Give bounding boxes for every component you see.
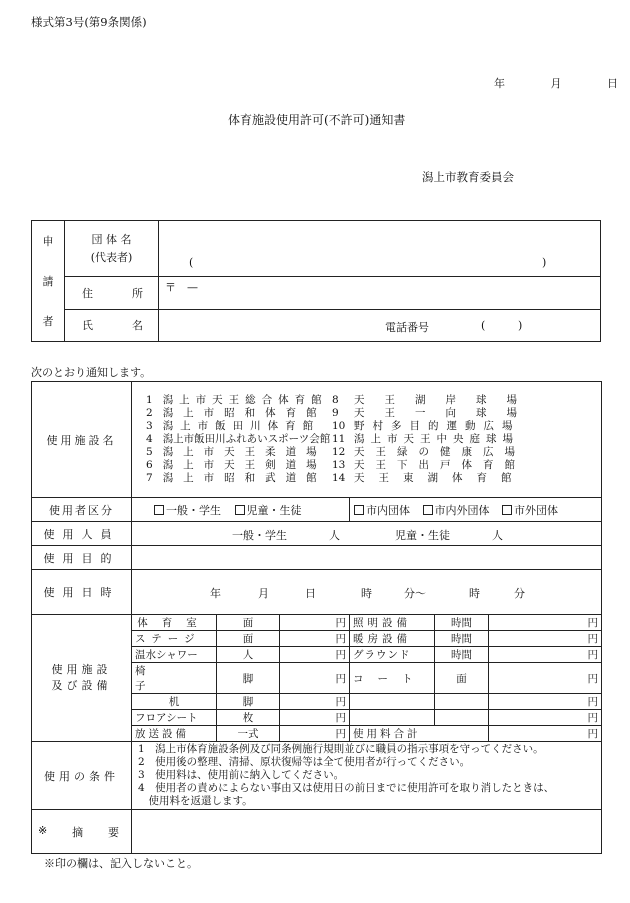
group-name-field[interactable] bbox=[159, 221, 601, 277]
eq-item: 体育室 bbox=[132, 615, 217, 631]
condition-2: 2 使用後の整理、清掃、原状復帰等は全て使用者が行ってください。 bbox=[138, 756, 471, 768]
eq-price-right[interactable]: 円 bbox=[489, 694, 602, 710]
user-category-right bbox=[350, 498, 602, 522]
checkbox-in-out-city[interactable]: 市内外団体 bbox=[423, 504, 490, 517]
condition-3: 3 使用料は、使用前に納入してください。 bbox=[138, 769, 345, 781]
remarks-mark: ※ bbox=[38, 823, 48, 837]
checkbox-general[interactable]: 一般・学生 bbox=[154, 504, 221, 517]
facility-11[interactable]: 潟上市天王中央庭球場 bbox=[354, 433, 519, 445]
eq-item-right: コート bbox=[350, 663, 435, 694]
eq-unit-right bbox=[435, 710, 489, 726]
purpose-label: 使用目的 bbox=[32, 546, 132, 570]
eq-price[interactable]: 円 bbox=[280, 615, 350, 631]
persons-label: 使用人員 bbox=[32, 522, 132, 546]
condition-4: 4 使用者の責めによらない事由又は使用日の前日までに使用許可を取り消したときは、 bbox=[138, 782, 555, 794]
phone-paren-close: ) bbox=[518, 318, 523, 332]
eq-item: 放送設備 bbox=[132, 726, 217, 742]
name-label-char-2: 名 bbox=[132, 319, 143, 333]
form-number: 様式第3号(第9条関係) bbox=[31, 15, 147, 29]
eq-unit: 脚 bbox=[217, 663, 280, 694]
facility-14[interactable]: 天王東湖体育館 bbox=[354, 472, 526, 484]
applicant-table bbox=[31, 220, 601, 342]
eq-price-right[interactable]: 円 bbox=[489, 710, 602, 726]
persons-general-unit: 人 bbox=[329, 529, 340, 542]
name-label-char-1: 氏 bbox=[82, 319, 93, 333]
facility-5[interactable]: 潟上市天王柔道場 bbox=[162, 446, 327, 458]
eq-item-right bbox=[350, 694, 435, 710]
checkbox-child[interactable]: 児童・生徒 bbox=[235, 504, 302, 517]
eq-price[interactable]: 円 bbox=[280, 726, 350, 742]
eq-price[interactable]: 円 bbox=[280, 647, 350, 663]
facility-12[interactable]: 天王緑の健康広場 bbox=[354, 446, 526, 458]
facility-9[interactable]: 天王一向球場 bbox=[354, 407, 537, 419]
facility-13[interactable]: 天王下出戸体育館 bbox=[354, 459, 526, 471]
address-label-char-1: 住 bbox=[82, 287, 93, 301]
group-name-label-1: 団 体 名 bbox=[91, 232, 132, 246]
facility-list: 1 潟上市天王総合体育館 8 天王湖岸球場 2 潟上市昭和体育館 9 天王一向球場 3 潟上市飯田川体育館 10 野村多目的運動広場 4 潟上市飯田川ふれあいスポーツ会館 11 潟上市天王中央庭球場 5 潟上市天王柔道場 12 天王緑の健康広場 6 潟上市天王剣道場 13 天王下出戸体育館 7 潟上市昭和武道館 14 天王東湖体育館 bbox=[132, 382, 602, 498]
eq-unit-right: 時間 bbox=[435, 631, 489, 647]
eq-price[interactable]: 円 bbox=[280, 631, 350, 647]
eq-unit: 面 bbox=[217, 615, 280, 631]
facility-10[interactable]: 野村多目的運動広場 bbox=[354, 420, 521, 432]
remarks-char-1: 摘 bbox=[72, 825, 84, 839]
purpose-field[interactable] bbox=[132, 546, 602, 570]
eq-total[interactable]: 円 bbox=[489, 726, 602, 742]
group-name-label-2: (代表者) bbox=[90, 250, 133, 264]
persons-child-unit: 人 bbox=[492, 529, 503, 542]
datetime-label: 使用日時 bbox=[32, 570, 132, 615]
eq-item: 温水シャワー bbox=[132, 647, 217, 663]
name-label bbox=[65, 309, 159, 341]
facility-1[interactable]: 潟上市天王総合体育館 bbox=[162, 394, 328, 406]
footnote: ※印の欄は、記入しないこと。 bbox=[44, 857, 198, 870]
remarks-field[interactable] bbox=[132, 810, 602, 854]
eq-item: ステージ bbox=[132, 631, 217, 647]
eq-total-label: 使用料合計 bbox=[350, 726, 489, 742]
facility-2[interactable]: 潟上市昭和体育館 bbox=[162, 407, 327, 419]
phone-paren-open: ( bbox=[481, 318, 486, 332]
eq-price[interactable]: 円 bbox=[280, 694, 350, 710]
remarks-char-2: 要 bbox=[108, 825, 119, 839]
eq-unit: 一式 bbox=[217, 726, 280, 742]
paren-close: ) bbox=[542, 256, 547, 269]
eq-unit-right: 面 bbox=[435, 663, 489, 694]
remarks-label bbox=[32, 810, 132, 854]
name-field[interactable] bbox=[159, 309, 601, 341]
equipment-label: 使用施設 及び設備 bbox=[32, 615, 132, 742]
date-month: 月 bbox=[550, 77, 562, 90]
eq-price-right[interactable]: 円 bbox=[489, 615, 602, 631]
persons-general: 一般・学生 bbox=[232, 529, 287, 542]
issuer: 潟上市教育委員会 bbox=[422, 170, 514, 184]
paren-open: ( bbox=[189, 256, 194, 269]
persons-field[interactable] bbox=[132, 522, 602, 546]
eq-price[interactable]: 円 bbox=[280, 710, 350, 726]
applicant-section-label bbox=[32, 221, 65, 342]
eq-item: 椅子 bbox=[132, 663, 217, 694]
postal-mark: 〒 — bbox=[165, 281, 198, 295]
eq-unit: 脚 bbox=[217, 694, 280, 710]
condition-1: 1 潟上市体育施設条例及び同条例施行規則並びに職員の指示事項を守ってください。 bbox=[138, 743, 544, 755]
eq-price-right[interactable]: 円 bbox=[489, 631, 602, 647]
eq-item-right: グラウンド bbox=[350, 647, 435, 663]
conditions-label: 使用の条件 bbox=[32, 742, 132, 810]
user-category-label: 使用者区分 bbox=[32, 498, 132, 522]
applicant-char-3: 者 bbox=[42, 315, 54, 328]
conditions-list bbox=[132, 742, 602, 810]
eq-price-right[interactable]: 円 bbox=[489, 647, 602, 663]
address-field[interactable] bbox=[159, 277, 601, 309]
user-category-left bbox=[132, 498, 350, 522]
main-table bbox=[31, 381, 602, 854]
eq-price-right[interactable]: 円 bbox=[489, 663, 602, 694]
eq-unit: 面 bbox=[217, 631, 280, 647]
eq-item: フロアシート bbox=[132, 710, 217, 726]
persons-child: 児童・生徒 bbox=[395, 529, 450, 542]
group-name-label bbox=[65, 221, 159, 277]
date-year: 年 bbox=[494, 77, 505, 90]
checkbox-in-city[interactable]: 市内団体 bbox=[354, 504, 410, 517]
eq-unit: 枚 bbox=[217, 710, 280, 726]
eq-unit-right: 時間 bbox=[435, 615, 489, 631]
facility-7[interactable]: 潟上市昭和武道館 bbox=[162, 472, 327, 484]
applicant-char-2: 請 bbox=[42, 275, 54, 288]
eq-unit: 人 bbox=[217, 647, 280, 663]
phone-label: 電話番号 bbox=[385, 320, 429, 334]
eq-unit-right bbox=[435, 694, 489, 710]
facility-3[interactable]: 潟上市飯田川体育館 bbox=[162, 420, 321, 432]
applicant-char-1: 申 bbox=[42, 235, 54, 248]
checkbox-out-city[interactable]: 市外団体 bbox=[502, 504, 558, 517]
facility-4[interactable]: 潟上市飯田川ふれあいスポーツ会館 bbox=[162, 433, 331, 445]
eq-price[interactable]: 円 bbox=[280, 663, 350, 694]
address-label bbox=[65, 277, 159, 309]
eq-item-right: 暖房設備 bbox=[350, 631, 435, 647]
facility-label: 使用施設名 bbox=[32, 382, 132, 498]
eq-unit-right: 時間 bbox=[435, 647, 489, 663]
page-title: 体育施設使用許可(不許可)通知書 bbox=[228, 113, 406, 127]
facility-8[interactable]: 天王湖岸球場 bbox=[354, 394, 537, 406]
date-day: 日 bbox=[607, 77, 618, 90]
datetime-field[interactable]: 年 月 日 時 分〜 時 分 bbox=[132, 570, 602, 615]
notice-text: 次のとおり通知します。 bbox=[31, 366, 152, 379]
address-label-char-2: 所 bbox=[132, 287, 143, 301]
date-line bbox=[494, 75, 618, 91]
eq-item-right bbox=[350, 710, 435, 726]
eq-item-right: 照明設備 bbox=[350, 615, 435, 631]
facility-6[interactable]: 潟上市天王剣道場 bbox=[162, 459, 327, 471]
eq-item: 机 bbox=[132, 694, 217, 710]
condition-4b: 使用料を返還します。 bbox=[138, 795, 253, 807]
